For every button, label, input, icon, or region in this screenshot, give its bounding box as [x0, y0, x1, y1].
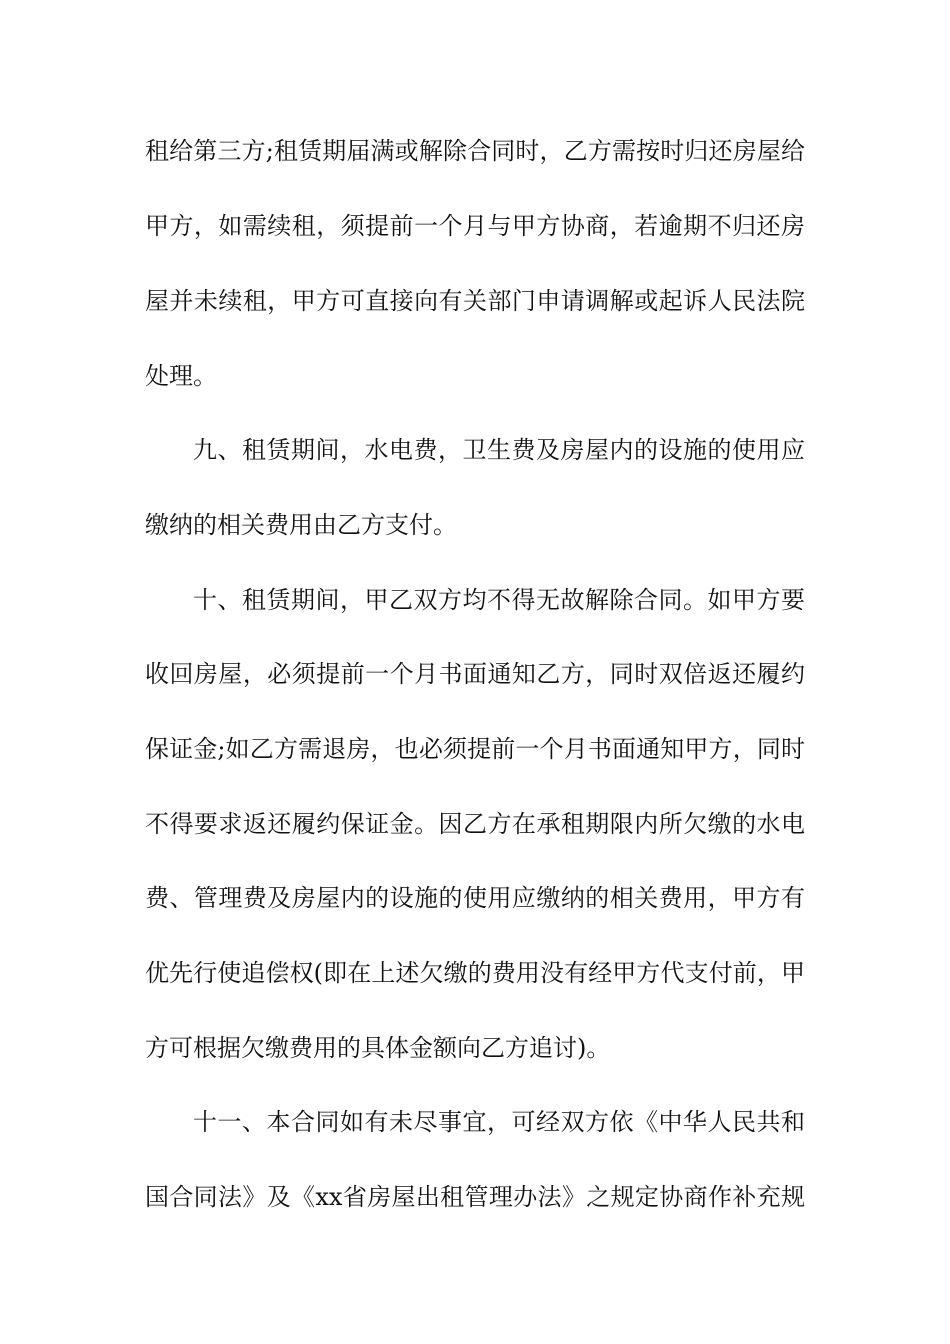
text-line-1: 租给第三方;租赁期届满或解除合同时，乙方需按时归还房屋给	[145, 137, 805, 165]
clause-10-line-1: 十、租赁期间，甲乙双方均不得无故解除合同。如甲方要	[193, 586, 805, 614]
clause-10-line-5: 费、管理费及房屋内的设施的使用应缴纳的相关费用，甲方有	[145, 884, 805, 912]
clause-10-line-7: 方可根据欠缴费用的具体金额向乙方追讨)。	[145, 1034, 611, 1062]
clause-9-line-1: 九、租赁期间，水电费，卫生费及房屋内的设施的使用应	[193, 436, 805, 464]
text-line-2: 甲方，如需续租，须提前一个月与甲方协商，若逾期不归还房	[145, 212, 805, 240]
clause-11-line-1: 十一、本合同如有未尽事宜，可经双方依《中华人民共和	[193, 1108, 805, 1136]
clause-10-line-2: 收回房屋，必须提前一个月书面通知乙方，同时双倍返还履约	[145, 660, 805, 688]
clause-10-line-6: 优先行使追偿权(即在上述欠缴的费用没有经甲方代支付前，甲	[145, 959, 805, 987]
clause-10-line-3: 保证金;如乙方需退房，也必须提前一个月书面通知甲方，同时	[145, 735, 805, 763]
clause-9-line-2: 缴纳的相关费用由乙方支付。	[145, 511, 457, 539]
text-line-3: 屋并未续租，甲方可直接向有关部门申请调解或起诉人民法院	[145, 287, 805, 315]
clause-10-line-4: 不得要求返还履约保证金。因乙方在承租期限内所欠缴的水电	[145, 810, 805, 838]
text-line-4: 处理。	[145, 362, 217, 390]
clause-11-line-2: 国合同法》及《xx省房屋出租管理办法》之规定协商作补充规	[145, 1183, 805, 1211]
